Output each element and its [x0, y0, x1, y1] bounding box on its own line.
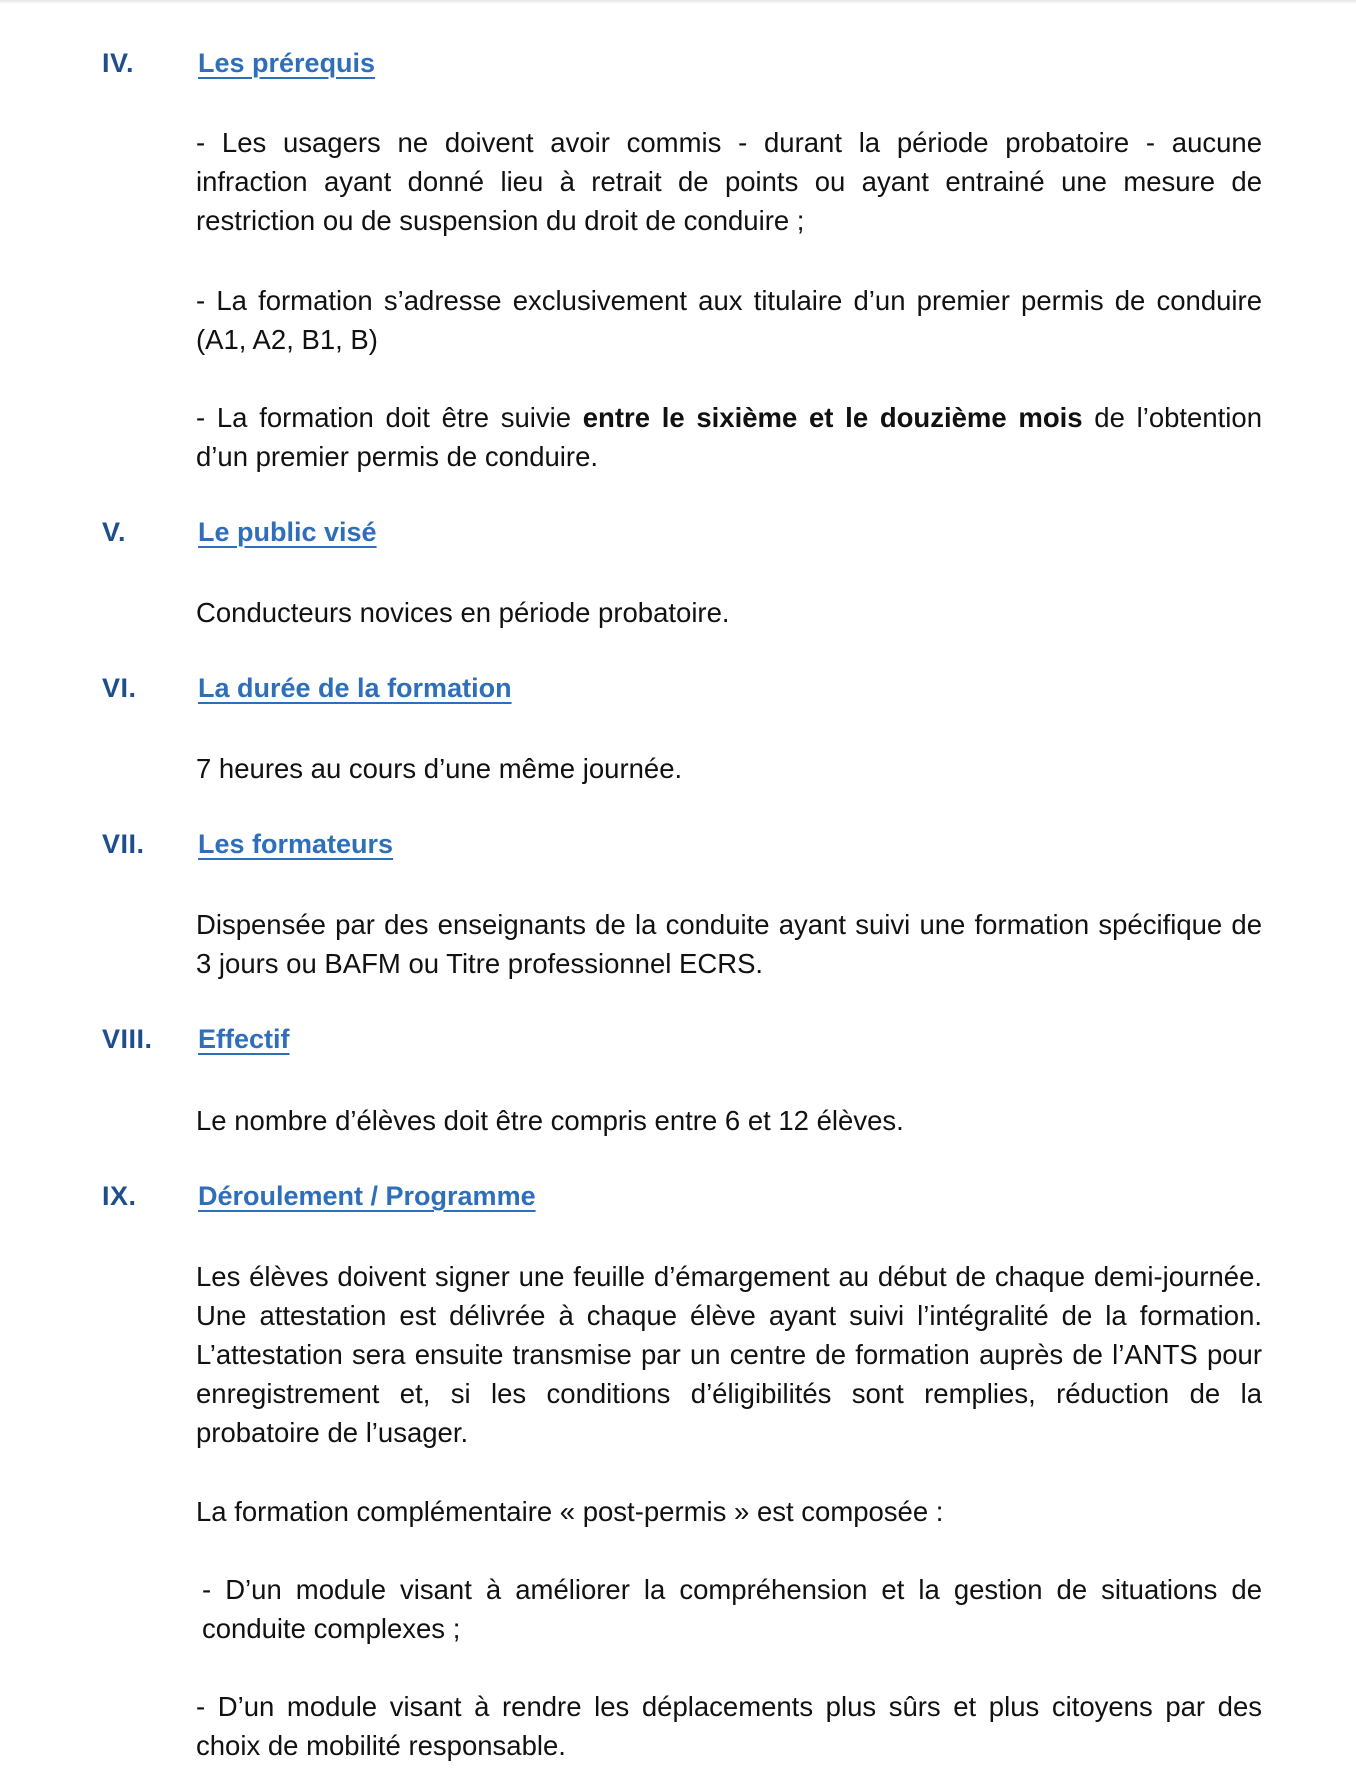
- paragraph: - Les usagers ne doivent avoir commis - durant la période probatoire - aucune infraction ayant donné lieu à retrait de points ou ayant entrainé une mesure de restriction ou de suspension du droit de conduire ;: [196, 127, 1262, 236]
- paragraph: Les élèves doivent signer une feuille d’émargement au début de chaque demi-journée. Une attestation est délivrée à chaque élève ayant suivi l’intégralité de la formation. L’attestation sera ensuite transmise par un centre de formation auprès de l’ANTS pour enregistrement et, si les conditions d’éligibilités sont remplies, réduction de la probatoire de l’usager.: [196, 1261, 1262, 1448]
- section-number: V.: [102, 517, 127, 547]
- section-heading-v: [0, 513, 1356, 553]
- section-title-link[interactable]: Les formateurs: [198, 829, 394, 859]
- section-number: VI.: [102, 673, 137, 703]
- section-heading-iv: [0, 44, 1356, 84]
- section-number: IV.: [102, 48, 135, 78]
- paragraph: - D’un module visant à rendre les déplacements plus sûrs et plus citoyens par des choix de mobilité responsable.: [196, 1691, 1262, 1761]
- section-title-link[interactable]: Le public visé: [198, 517, 377, 547]
- section-heading-ix: [0, 1177, 1356, 1217]
- paragraph: Dispensée par des enseignants de la conduite ayant suivi une formation spécifique de 3 jours ou BAFM ou Titre professionnel ECRS.: [196, 909, 1262, 979]
- text-run: de l’obtention d’un premier permis de conduire.: [196, 402, 1262, 472]
- section-heading-vii: [0, 825, 1356, 865]
- paragraph: La formation complémentaire « post-permis » est composée :: [196, 1496, 944, 1527]
- bold-text-run: entre le sixième et le douzième mois: [582, 402, 1083, 433]
- section-heading-viii: [0, 1020, 1356, 1060]
- section-title-link[interactable]: Déroulement / Programme: [198, 1181, 536, 1211]
- text-run: - La formation doit être suivie: [196, 402, 583, 433]
- paragraph: 7 heures au cours d’une même journée.: [196, 753, 683, 784]
- section-heading-vi: [0, 669, 1356, 709]
- section-title-link[interactable]: Les prérequis: [198, 48, 376, 78]
- paragraph: - La formation s’adresse exclusivement aux titulaire d’un premier permis de conduire (A1, A2, B1, B): [196, 285, 1262, 355]
- section-number: VII.: [102, 829, 145, 859]
- section-number: IX.: [102, 1181, 137, 1211]
- paragraph: - D’un module visant à améliorer la compréhension et la gestion de situations de conduite complexes ;: [202, 1574, 1262, 1644]
- paragraph: Conducteurs novices en période probatoire.: [196, 597, 730, 628]
- paragraph: [196, 398, 1262, 476]
- section-title-link[interactable]: Effectif: [198, 1024, 290, 1054]
- paragraph: Le nombre d’élèves doit être compris entre 6 et 12 élèves.: [196, 1105, 904, 1136]
- section-number: VIII.: [102, 1024, 153, 1054]
- section-title-link[interactable]: La durée de la formation: [198, 673, 512, 703]
